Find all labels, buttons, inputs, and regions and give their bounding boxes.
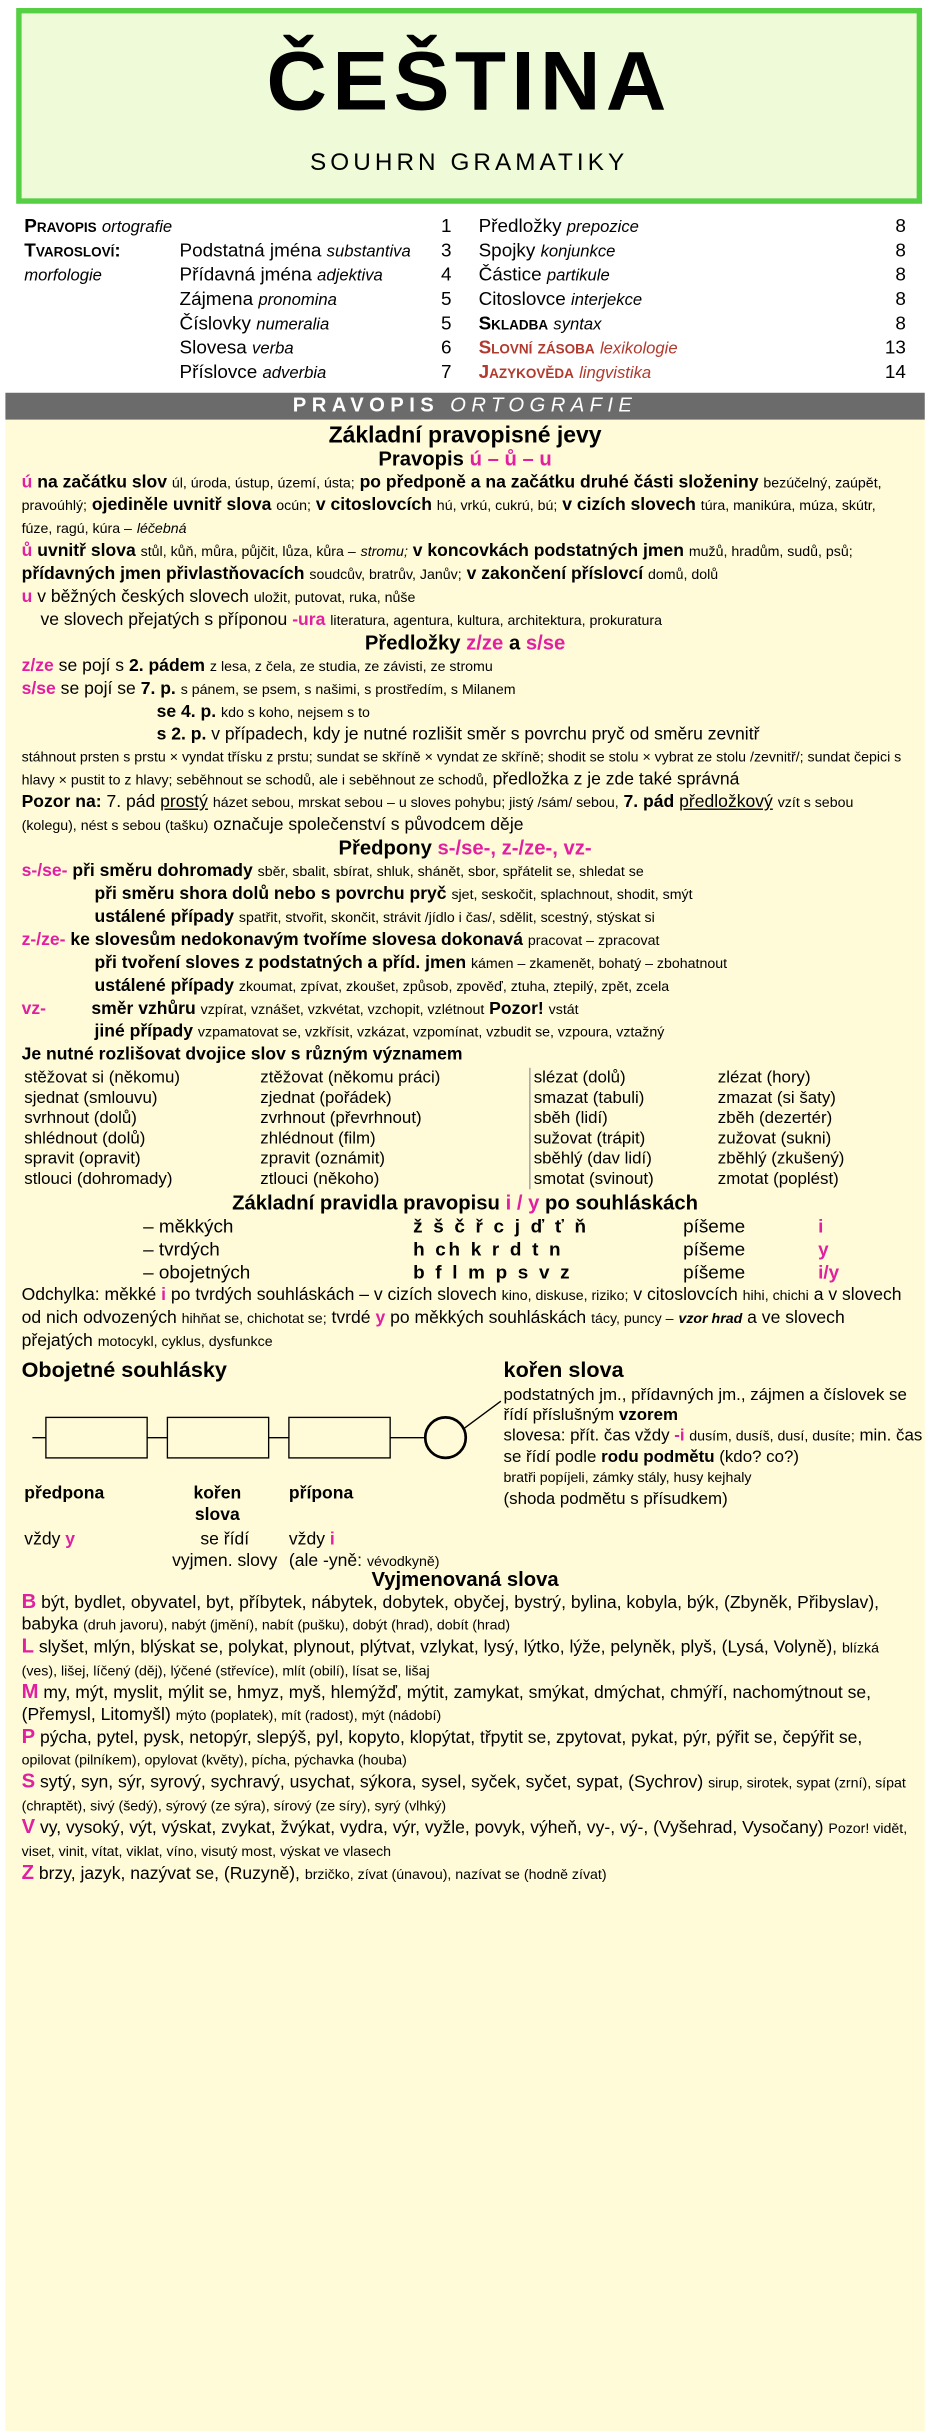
section-bar <box>5 393 924 420</box>
toc-row: Citoslovce interjekce 8 <box>478 287 906 310</box>
page-subtitle: SOUHRN GRAMATIKY <box>310 148 629 176</box>
toc-row: Slovní zásoba lexikologie 13 <box>478 336 906 358</box>
pozor-note: Pozor na: 7. pád prostý házet sebou, mrskat sebou – u sloves pohybu; jistý /sám/ sebou, 7. pád předložkový vzít s sebou (kolegu), nést s sebou (tašku) označuje společenství s původcem děje <box>21 791 854 835</box>
consonant-row: – obojetných b f l m p s v z píšeme i/y <box>143 1260 840 1283</box>
koren-rule: se řídí vyjmen. slovy <box>172 1528 278 1570</box>
toc-row: morfologie Přídavná jména adjektiva 4 <box>24 263 452 285</box>
page <box>0 8 930 2431</box>
table-cell: zmazat (si šaty) <box>717 1088 836 1107</box>
table-row <box>22 1149 909 1169</box>
table-cell: slézat (dolů) <box>530 1068 715 1088</box>
list-item: B být, bydlet, obyvatel, byt, příbytek, nábytek, dobytek, obyčej, bystrý, bylina, kobyla, býk, (Zbyněk, Přibyslav), babyka (druh javoru), nabýt (jmění), nabít (pušku), dobýt (hrad), dobít (hrad) <box>21 1590 880 1634</box>
consonant-row: – měkkých ž š č ř c j ď ť ň píšeme i <box>143 1214 824 1237</box>
prefix-vz: vz- směr vzhůru vzpírat, vznášet, vzkvétat, vzchopit, vzlétnout Pozor! vstát <box>21 997 579 1018</box>
table-row <box>22 1108 909 1128</box>
page-title: ČEŠTINA <box>266 35 672 129</box>
toc-row: Částice partikule 8 <box>478 263 906 285</box>
pairs-title: Je nutné rozlišovat dvojice slov s různým významem <box>21 1043 463 1064</box>
label-pripona: přípona <box>288 1482 354 1503</box>
label-koren: kořen slova <box>193 1482 242 1525</box>
list-item: S sytý, syn, sýr, syrový, sychravý, usychat, sýkora, sysel, syček, syčet, sypat, (Sychrov) sirup, sirotek, sypat (zrní), sípat (chraptět), sivý (šedý), sýrový (ze sýra), sírový (ze síry), syrý (vlhký) <box>21 1769 906 1815</box>
subsection-title: Předložky z/ze a s/se <box>364 631 566 655</box>
table-of-contents <box>0 204 930 385</box>
bar-label: PRAVOPIS <box>292 394 440 418</box>
koncovky-text: podstatných jm., přídavných jm., zájmen a číslovek se řídí příslušným vzorem slovesa: přít. čas vždy -i dusím, dusíš, dusí, dusíte; min. čas se řídí podle rodu podmětu (kdo? co?) bratři popíjeli, zámky stály, husy kejhaly (shoda podmětu s přísudkem) <box>503 1385 923 1508</box>
rule-u-ring: ů uvnitř slova stůl, kůň, můra, půjčit, lůza, kůra – stromu; v koncovkách podstatných jmen mužů, hradům, sudů, psů; přídavných jmen přivlastňovacích soudcův, bratrův, Janův; v zakončení příslovcí domů, dolů <box>21 539 853 584</box>
exception-note: Odchylka: měkké i po tvrdých souhláskách – v cizích slovech kino, diskuse, riziko; v citoslovcích hihi, chichi a v slovech od nich odvozených hihňat se, chichotat se; tvrdé y po měkkých souhláskách tácy, puncy – vzor hrad a ve slovech přejatých motocykl, cyklus, dysfunkce <box>21 1283 902 1350</box>
rule-s-se: s/se se pojí se 7. p. s pánem, se psem, s našimi, s prostředím, s Milanem <box>21 677 516 698</box>
table-cell: stěžovat si (někomu) <box>24 1067 180 1087</box>
table-cell: zužovat (sukni) <box>717 1128 832 1148</box>
prefix-z-2: při tvoření sloves z podstatných a příd. jmen kámen – zkamenět, bohatý – zbohatnout <box>94 951 728 972</box>
consonant-row: – tvrdých h ch k r d t n píšeme y <box>143 1237 829 1260</box>
prefix-vz-2: jiné případy vzpamatovat se, vzkřísit, vzkázat, vzpomínat, vzbudit se, vzpoura, vztažný <box>94 1020 665 1041</box>
label-predpona: předpona <box>24 1482 105 1503</box>
table-row <box>22 1129 909 1149</box>
table-cell: sběhlý (dav lidí) <box>530 1149 715 1169</box>
table-row <box>22 1088 909 1108</box>
diagram-title: Obojetné souhlásky <box>21 1359 227 1383</box>
content-body <box>5 420 924 2431</box>
rule-u-plain: u v běžných českých slovech uložit, putovat, ruka, nůše ve slovech přejatých s příponou -ura literatura, agentura, kultura, architektura, prokuratura <box>21 585 662 629</box>
table-cell: sjednat (smlouvu) <box>24 1088 158 1107</box>
table-cell: zmotat (poplést) <box>717 1169 839 1188</box>
toc-row: Zájmena pronomina 5 <box>179 287 452 310</box>
table-cell: svrhnout (dolů) <box>24 1108 137 1128</box>
table-cell: zběh (dezertér) <box>717 1108 833 1128</box>
subsection-title: Základní pravidla pravopisu i / y po souhláskách <box>232 1191 699 1215</box>
table-cell: sužovat (trápit) <box>530 1129 715 1149</box>
toc-row: Číslovky numeralia 5 <box>179 311 452 334</box>
table-cell: sběh (lidí) <box>530 1108 715 1128</box>
table-cell: zjednat (pořádek) <box>260 1088 392 1107</box>
consonant-rules <box>22 1215 909 1284</box>
list-item: P pýcha, pytel, pysk, netopýr, slepýš, pyl, kopyto, klopýtat, třpytit se, zpytovat, pykat, pýr, pýřit se, čepýřit se, opilovat (pilníkem), opylovat (květy), pícha, pýchavka (houba) <box>21 1725 863 1769</box>
prefix-s: s-/se- při směru dohromady sběr, sbalit, sbírat, shluk, shánět, sbor, spřátelit se, shledat se <box>21 859 644 881</box>
prefix-z-3: ustálené případy zkoumat, zpívat, zkoušet, způsob, zpověď, ztuha, ztepilý, zpět, zcela <box>94 974 670 995</box>
table-cell: zhlédnout (film) <box>260 1128 376 1148</box>
table-row <box>22 1068 909 1088</box>
list-item: M my, mýt, myslit, mýlit se, hmyz, myš, hlemýžď, mýtit, zamykat, smýkat, dmýchat, chmýří, nachomýtnout se, (Přemysl, Litomyšl) mýto (poplatek), mít (radost), mýt (nádobí) <box>21 1680 872 1724</box>
pairs-table <box>22 1068 909 1190</box>
list-item: V vy, vysoký, výt, výskat, zvykat, žvýkat, vydra, výr, vyžle, povyk, výheň, vy-, vý-, (Vyšehrad, Vysočany) Pozor! vidět, viset, vinit, vítat, viklat, víno, visutý most, výskat ve vlasech <box>21 1815 908 1861</box>
subsection-title: Předpony s-/se-, z-/ze-, vz- <box>338 836 592 860</box>
subsection-title: Pravopis ú – ů – u <box>378 448 552 472</box>
toc-left-column <box>24 215 451 385</box>
toc-row: Příslovce adverbia 7 <box>179 360 452 382</box>
toc-row: Spojky konjunkce 8 <box>478 238 906 261</box>
prefix-s-2: při směru shora dolů nebo s povrchu pryč sjet, seskočit, splachnout, shodit, smýt <box>94 882 693 904</box>
table-cell: zběhlý (zkušený) <box>717 1148 845 1168</box>
toc-right-column <box>479 215 906 385</box>
table-cell: spravit (opravit) <box>24 1148 141 1168</box>
toc-row: Tvarosloví: Podstatná jména substantiva 3 <box>24 238 452 261</box>
toc-row: Skladba syntax 8 <box>478 311 906 334</box>
table-cell: smazat (tabuli) <box>530 1088 715 1108</box>
list-item: Z brzy, jazyk, nazývat se, (Ruzyně), brzičko, zívat (únavou), nazívat se (hodně zívat) <box>21 1861 607 1885</box>
diagram-lines <box>22 1390 508 1485</box>
rule-s-2-examples: stáhnout prsten s prstu × vyndat třísku z prstu; sundat se skříně × vyndat ze skříně; shodit se stolu × vybrat ze stolu /zevnitř/; sundat čepici s hlavy × pustit to z hlavy; seběhnout se schodů, ale i seběhnout ze schodů, předložka z je zde také správná <box>21 749 902 789</box>
prefix-s-3: ustálené případy spatřit, stvořit, skončit, strávit /jídlo i čas/, sdělit, scestný, stýskat si <box>94 905 655 926</box>
table-cell: ztlouci (někoho) <box>260 1169 380 1188</box>
pripona-rule: vždy i (ale -yně: vévodkyně) <box>288 1528 440 1570</box>
koncovky-title: kořen slova <box>503 1359 624 1383</box>
table-cell: zlézat (hory) <box>717 1067 811 1087</box>
rule-s-2: s 2. p. v případech, kdy je nutné rozlišit směr s povrchu pryč od směru zevnitř <box>156 723 760 744</box>
bar-label-italic: ORTOGRAFIE <box>450 394 638 418</box>
list-item: L slyšet, mlýn, blýskat se, polykat, plynout, plýtvat, vzlykat, lysý, lýtko, lýže, pelyněk, plyš, (Lysá, Volyně), blízká (ves), lišej, líčený (děj), lýčené (střevíce), mlít (obilí), lísat se, lišaj <box>21 1634 879 1680</box>
subsection-title: Vyjmenovaná slova <box>371 1568 559 1592</box>
toc-row: Slovesa verba 6 <box>179 336 452 358</box>
table-row <box>22 1169 909 1189</box>
table-cell: ztěžovat (někomu práci) <box>260 1067 441 1087</box>
rule-s-4: se 4. p. kdo s koho, nejsem s to <box>156 700 370 721</box>
rule-z-ze: z/ze se pojí s 2. pádem z lesa, z čela, ze studia, ze závisti, ze stromu <box>21 654 493 675</box>
prefix-z: z-/ze- ke slovesům nedokonavým tvoříme slovesa dokonavá pracovat – zpracovat <box>21 928 660 949</box>
word-structure-diagram <box>21 1353 923 1570</box>
vyjmenovana-slova <box>22 1592 909 1886</box>
table-cell: smotat (svinout) <box>530 1169 715 1189</box>
section-title: Základní pravopisné jevy <box>328 422 602 449</box>
header-box <box>16 8 922 204</box>
toc-row: Předložky prepozice 8 <box>478 214 906 237</box>
table-cell: shlédnout (dolů) <box>24 1128 146 1148</box>
table-cell: zpravit (oznámit) <box>260 1148 386 1168</box>
toc-row: Pravopis ortografie 1 <box>24 214 452 237</box>
table-cell: zvrhnout (převrhnout) <box>260 1108 422 1128</box>
toc-row: Jazykověda lingvistika 14 <box>478 360 906 382</box>
rule-u-acute: ú na začátku slov úl, úroda, ústup, území, ústa; po předponě a na začátku druhé části složeniny bezúčelný, zaúpět, pravoúhlý; ojediněle uvnitř slova ocún; v citoslovcích hú, vrkú, cukrú, bú; v cizích slovech túra, manikúra, múza, skútr, fúze, ragú, kúra – léčebná <box>21 471 882 538</box>
table-cell: stlouci (dohromady) <box>24 1169 173 1188</box>
predpona-rule: vždy y <box>24 1528 76 1549</box>
